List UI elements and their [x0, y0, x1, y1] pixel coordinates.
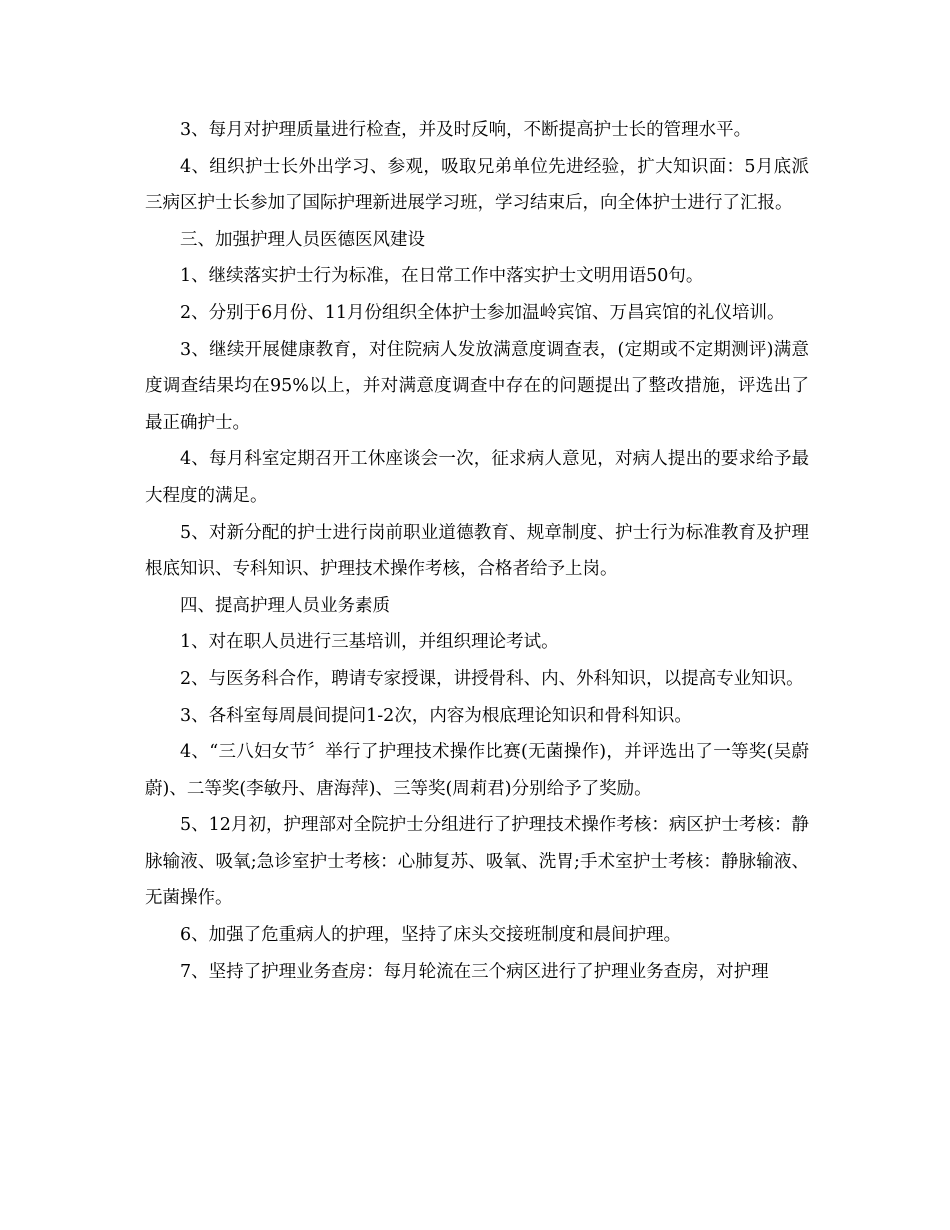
paragraph-item-5-skills-assessment: 5、12月初，护理部对全院护士分组进行了护理技术操作考核：病区护士考核：静脉输液、吸氧;急诊室护士考核：心肺复苏、吸氧、洗胃;手术室护士考核：静脉输液、无菌操作。 — [145, 815, 809, 909]
paragraph-item-6-critical-care: 6、加强了危重病人的护理，坚持了床头交接班制度和晨间护理。 — [180, 925, 682, 946]
section-heading-3: 三、加强护理人员医德医风建设 — [180, 229, 425, 250]
paragraph-item-1-basic-training: 1、对在职人员进行三基培训，并组织理论考试。 — [180, 632, 559, 653]
paragraph-item-3-health-education: 3、继续开展健康教育，对住院病人发放满意度调查表，(定期或不定期测评)满意度调查结果均在95%以上，并对满意度调查中存在的问题提出了整改措施，评选出了最正确护士。 — [145, 339, 809, 433]
paragraph-item-3-morning-questions: 3、各科室每周晨间提问1-2次，内容为根底理论知识和骨科知识。 — [180, 705, 692, 726]
paragraph-item-4-skills-competition: 4、“三八妇女节〞举行了护理技术操作比赛(无菌操作)，并评选出了一等奖(吴蔚蔚)、二等奖(李敏丹、唐海萍)、三等奖(周莉君)分别给予了奖励。 — [145, 742, 809, 799]
paragraph-item-4-patient-forum: 4、每月科室定期召开工休座谈会一次，征求病人意见，对病人提出的要求给予最大程度的满足。 — [145, 449, 809, 506]
paragraph-item-5-new-nurse-training: 5、对新分配的护士进行岗前职业道德教育、规章制度、护士行为标准教育及护理根底知识、专科知识、护理技术操作考核，合格者给予上岗。 — [145, 522, 809, 580]
paragraph-item-4-study-visit: 4、组织护士长外出学习、参观，吸取兄弟单位先进经验，扩大知识面：5月底派三病区护士长参加了国际护理新进展学习班，学习结束后，向全体护士进行了汇报。 — [145, 156, 809, 214]
document-body — [145, 112, 809, 990]
paragraph-item-2-etiquette-training: 2、分别于6月份、11月份组织全体护士参加温岭宾馆、万昌宾馆的礼仪培训。 — [180, 302, 785, 323]
section-heading-4: 四、提高护理人员业务素质 — [180, 595, 390, 616]
paragraph-item-7-ward-rounds: 7、坚持了护理业务查房：每月轮流在三个病区进行了护理业务查房，对护理 — [180, 961, 769, 982]
paragraph-item-3-quality-check: 3、每月对护理质量进行检查，并及时反响，不断提高护士长的管理水平。 — [180, 120, 752, 140]
paragraph-item-1-conduct-standard: 1、继续落实护士行为标准，在日常工作中落实护士文明用语50句。 — [180, 266, 704, 287]
paragraph-item-2-expert-lectures: 2、与医务科合作，聘请专家授课，讲授骨科、内、外科知识，以提高专业知识。 — [180, 668, 804, 689]
